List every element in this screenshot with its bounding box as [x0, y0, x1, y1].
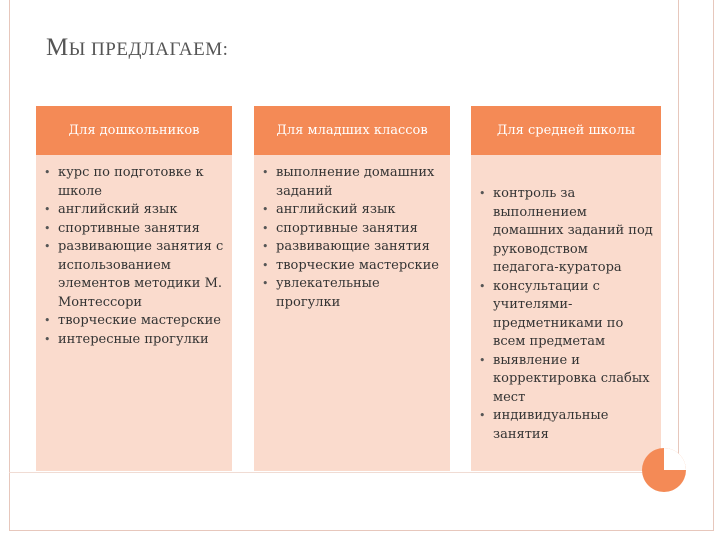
column-header-middle: [471, 106, 661, 155]
list-item: [262, 164, 442, 201]
list-item: [262, 238, 442, 257]
title-initial: М: [46, 34, 69, 61]
list-item: [44, 201, 224, 220]
column-body-preschool: [36, 155, 232, 471]
list-item: [44, 331, 224, 350]
list-item-text: индивидуальные занятия: [493, 408, 609, 442]
column-header-label: Для младших классов: [276, 123, 428, 138]
bullet-icon: •: [44, 203, 51, 216]
list-item: [262, 275, 442, 312]
list-item-text: творческие мастерские: [276, 257, 439, 273]
list-item: [479, 407, 653, 444]
bullet-icon: •: [262, 277, 269, 290]
list-item: [479, 352, 653, 408]
bullet-icon: •: [44, 240, 51, 253]
frame-rule-vertical: [678, 0, 679, 472]
bullet-list: [44, 164, 224, 349]
column-header-junior: [254, 106, 450, 155]
list-item: [262, 257, 442, 276]
bullet-icon: •: [479, 187, 486, 200]
column-header-preschool: [36, 106, 232, 155]
list-item-text: интересные прогулки: [58, 331, 209, 347]
column-header-label: Для дошкольников: [68, 123, 200, 138]
bullet-list: [479, 185, 653, 444]
bullet-list: [262, 164, 442, 312]
list-item-text: спортивные занятия: [58, 220, 200, 236]
list-item: [44, 312, 224, 331]
list-item: [44, 220, 224, 239]
bullet-icon: •: [262, 221, 269, 235]
list-item: [479, 185, 653, 278]
bullet-icon: •: [479, 353, 486, 367]
bullet-icon: •: [44, 221, 51, 235]
list-item-text: консультации с учителями-предметниками по всем предметам: [493, 278, 624, 349]
bullet-icon: •: [262, 258, 269, 272]
column-body-middle: [471, 155, 661, 471]
bullet-icon: •: [479, 409, 486, 422]
list-item-text: курс по подготовке к школе: [58, 165, 204, 199]
column-header-label: Для средней школы: [496, 123, 636, 138]
list-item-text: развивающие занятия с использованием элементов методики М. Монтессори: [58, 239, 224, 310]
bullet-icon: •: [44, 166, 51, 179]
page-title: [46, 34, 228, 62]
list-item: [262, 220, 442, 239]
list-item: [44, 238, 224, 312]
list-item-text: английский язык: [58, 202, 178, 217]
list-item-text: развивающие занятия: [276, 239, 430, 254]
bullet-icon: •: [44, 314, 51, 327]
bullet-icon: •: [262, 203, 269, 216]
list-item: [262, 201, 442, 220]
list-item-text: английский язык: [276, 202, 396, 217]
bullet-icon: •: [44, 332, 51, 346]
list-item-text: выявление и корректировка слабых мест: [493, 352, 650, 405]
bullet-icon: •: [479, 279, 486, 293]
column-body-junior: [254, 155, 450, 471]
bullet-icon: •: [262, 166, 269, 179]
list-item-text: выполнение домашних заданий: [276, 165, 435, 199]
frame-rule-horizontal: [9, 472, 679, 473]
list-item: [44, 164, 224, 201]
list-item-text: контроль за выполнением домашних заданий под руководством педагога-куратора: [493, 186, 653, 275]
title-rest: Ы ПРЕДЛАГАЕМ:: [68, 39, 229, 60]
bullet-icon: •: [262, 240, 269, 253]
list-item: [479, 278, 653, 352]
list-item-text: увлекательные прогулки: [276, 276, 380, 310]
list-item-text: спортивные занятия: [276, 220, 418, 236]
list-item-text: творческие мастерские: [58, 313, 221, 328]
